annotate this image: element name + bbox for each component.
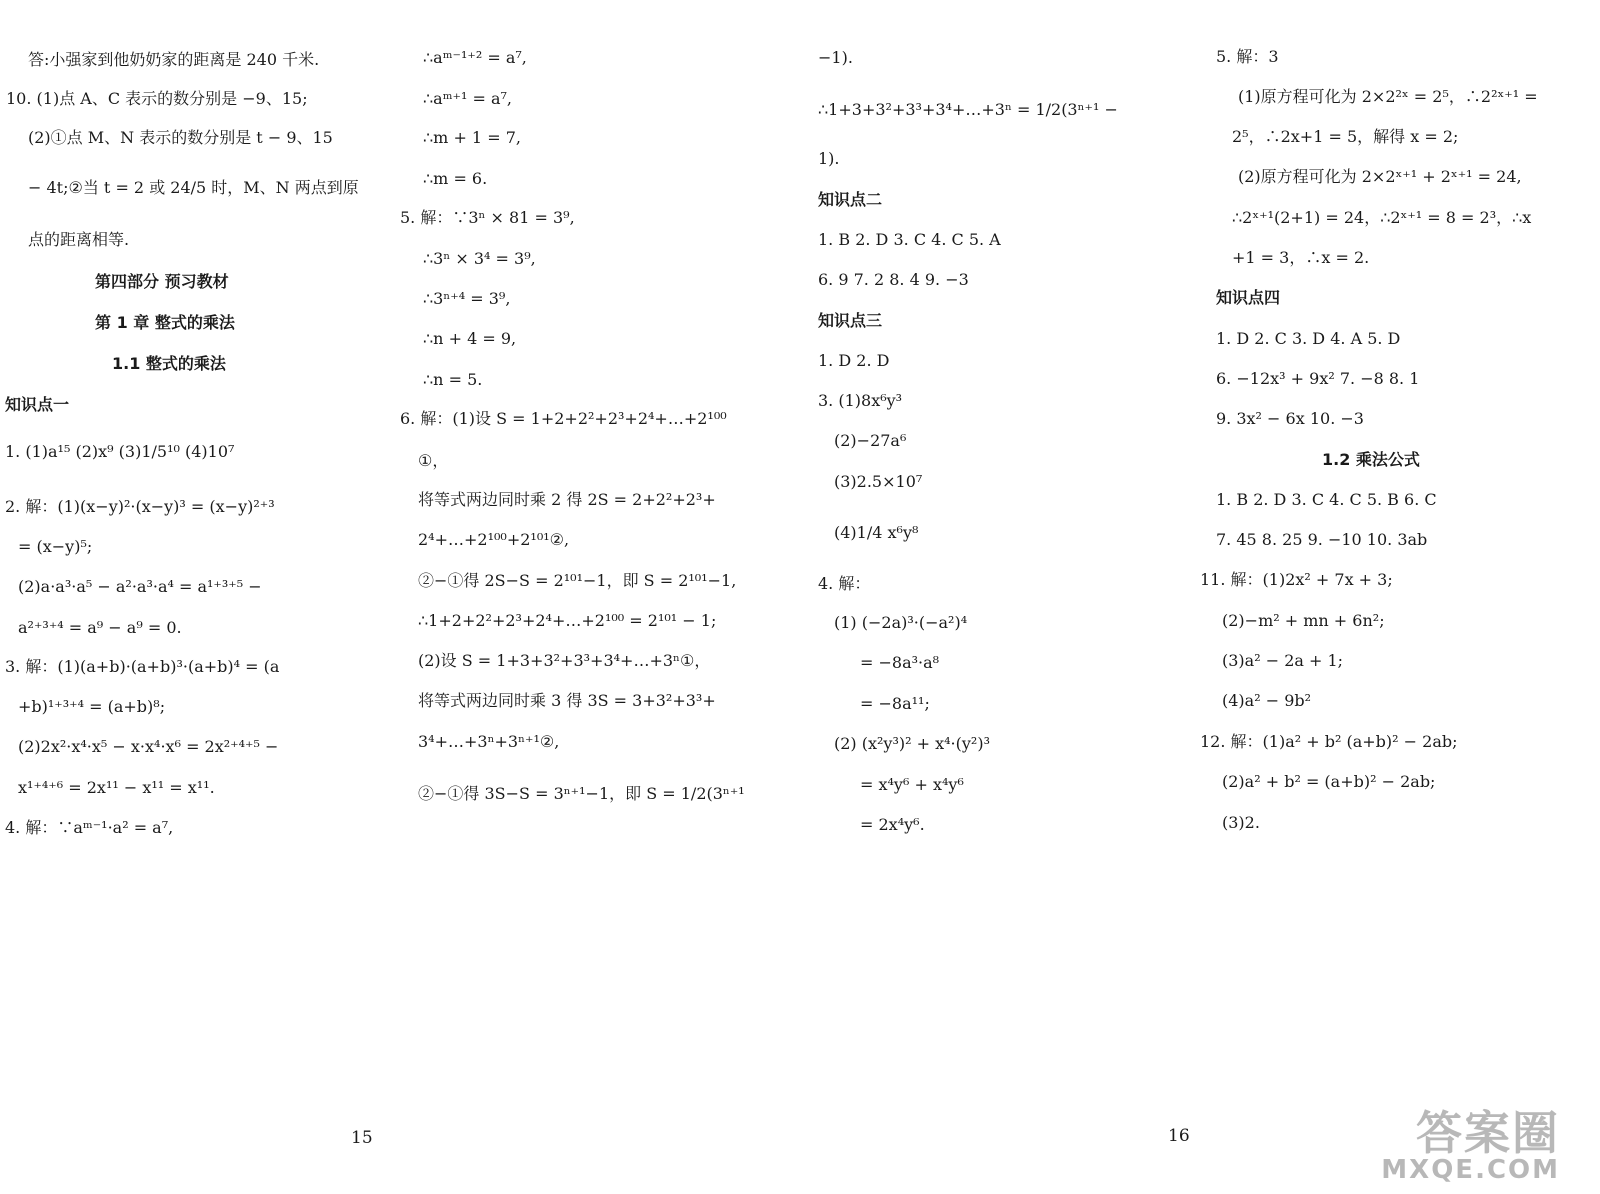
text-line: ∴m = 6. xyxy=(423,169,488,188)
text-line: (2)−m² + mn + 6n²; xyxy=(1222,611,1385,630)
text-line: 答:小强家到他奶奶家的距离是 240 千米. xyxy=(28,50,320,69)
text-line: 3⁴+…+3ⁿ+3ⁿ⁺¹②, xyxy=(418,732,560,751)
text-line: (1) (−2a)³·(−a²)⁴ xyxy=(834,613,968,632)
text-line: = x⁴y⁶ + x⁴y⁶ xyxy=(860,775,964,794)
knowledge-point-heading: 知识点四 xyxy=(1216,288,1281,307)
text-line: − 4t;②当 t = 2 或 24/5 时，M、N 两点到原 xyxy=(28,178,359,197)
text-line: 1. B 2. D 3. C 4. C 5. A xyxy=(818,230,1001,249)
text-line: (2)a·a³·a⁵ − a²·a³·a⁴ = a¹⁺³⁺⁵ − xyxy=(18,577,262,596)
knowledge-point-heading: 知识点一 xyxy=(5,395,70,414)
text-line: (3)2. xyxy=(1222,813,1260,832)
text-line: 5. 解：3 xyxy=(1216,47,1279,66)
watermark-url: MXQE.COM xyxy=(1381,1155,1560,1185)
knowledge-point-heading: 知识点二 xyxy=(818,190,883,209)
text-line: ②−①得 3S−S = 3ⁿ⁺¹−1，即 S = 1/2(3ⁿ⁺¹ xyxy=(418,784,745,803)
text-line: 将等式两边同时乘 3 得 3S = 3+3²+3³+ xyxy=(418,691,716,710)
text-line: 7. 45 8. 25 9. −10 10. 3ab xyxy=(1216,530,1428,549)
text-line: 1. D 2. C 3. D 4. A 5. D xyxy=(1216,329,1401,348)
text-line: 4. 解： xyxy=(818,574,871,593)
page-number-left: 15 xyxy=(351,1128,373,1148)
text-line: 将等式两边同时乘 2 得 2S = 2+2²+2³+ xyxy=(418,490,716,509)
text-line: 3. 解：(1)(a+b)·(a+b)³·(a+b)⁴ = (a xyxy=(5,657,280,676)
text-line: ∴1+3+3²+3³+3⁴+…+3ⁿ = 1/2(3ⁿ⁺¹ − xyxy=(818,100,1118,119)
text-line: 2. 解：(1)(x−y)²·(x−y)³ = (x−y)²⁺³ xyxy=(5,497,275,516)
text-line: ∴n = 5. xyxy=(423,370,483,389)
text-line: 1. (1)a¹⁵ (2)x⁹ (3)1/5¹⁰ (4)10⁷ xyxy=(5,442,235,461)
text-line: ∴n + 4 = 9, xyxy=(423,329,517,348)
text-line: 4. 解：∵aᵐ⁻¹·a² = a⁷, xyxy=(5,818,174,837)
section-heading: 1.1 整式的乘法 xyxy=(112,354,226,373)
text-line: = −8a³·a⁸ xyxy=(860,653,940,672)
text-line: (2)a² + b² = (a+b)² − 2ab; xyxy=(1222,772,1436,791)
watermark-logo-text: 答案圈 xyxy=(1416,1106,1560,1160)
text-line: 5. 解：∵3ⁿ × 81 = 3⁹, xyxy=(400,208,575,227)
text-line: (3)2.5×10⁷ xyxy=(834,472,923,491)
text-line: = −8a¹¹; xyxy=(860,694,930,713)
text-line: 1. D 2. D xyxy=(818,351,890,370)
text-line: (2)−27a⁶ xyxy=(834,431,907,450)
text-line: 6. 9 7. 2 8. 4 9. −3 xyxy=(818,270,969,289)
text-line: +b)¹⁺³⁺⁴ = (a+b)⁸; xyxy=(18,697,166,716)
text-line: 点的距离相等. xyxy=(28,230,130,249)
part-heading: 第四部分 预习教材 xyxy=(95,272,229,291)
text-line: x¹⁺⁴⁺⁶ = 2x¹¹ − x¹¹ = x¹¹. xyxy=(18,778,215,797)
text-line: (2)①点 M、N 表示的数分别是 t − 9、15 xyxy=(28,128,333,147)
text-line: 6. 解：(1)设 S = 1+2+2²+2³+2⁴+…+2¹⁰⁰ xyxy=(400,409,727,428)
text-line: 1. B 2. D 3. C 4. C 5. B 6. C xyxy=(1216,490,1437,509)
section-heading: 1.2 乘法公式 xyxy=(1322,450,1420,469)
text-line: 6. −12x³ + 9x² 7. −8 8. 1 xyxy=(1216,369,1420,388)
text-line: = 2x⁴y⁶. xyxy=(860,815,925,834)
text-line: = (x−y)⁵; xyxy=(18,537,93,556)
text-line: (2)原方程可化为 2×2ˣ⁺¹ + 2ˣ⁺¹ = 24, xyxy=(1238,167,1522,186)
text-line: 2⁴+…+2¹⁰⁰+2¹⁰¹②, xyxy=(418,530,570,549)
text-line: ∴aᵐ⁺¹ = a⁷, xyxy=(423,89,513,108)
text-line: (2)2x²·x⁴·x⁵ − x·x⁴·x⁶ = 2x²⁺⁴⁺⁵ − xyxy=(18,737,279,756)
text-line: (1)原方程可化为 2×2²ˣ = 2⁵，∴2²ˣ⁺¹ = xyxy=(1238,87,1538,106)
text-line: ①， xyxy=(418,451,449,470)
chapter-heading: 第 1 章 整式的乘法 xyxy=(95,313,235,332)
text-line: −1). xyxy=(818,48,853,67)
text-line: ∴2ˣ⁺¹(2+1) = 24，∴2ˣ⁺¹ = 8 = 2³，∴x xyxy=(1232,208,1532,227)
text-line: ∴m + 1 = 7, xyxy=(423,128,521,147)
text-line: (2) (x²y³)² + x⁴·(y²)³ xyxy=(834,734,990,753)
text-line: 2⁵，∴2x+1 = 5，解得 x = 2; xyxy=(1232,127,1459,146)
text-line: 1). xyxy=(818,149,840,168)
text-line: +1 = 3，∴x = 2. xyxy=(1232,248,1370,267)
text-line: ②−①得 2S−S = 2¹⁰¹−1，即 S = 2¹⁰¹−1, xyxy=(418,571,737,590)
watermark xyxy=(1381,1106,1560,1185)
text-line: ∴3ⁿ⁺⁴ = 3⁹, xyxy=(423,289,511,308)
text-line: 3. (1)8x⁶y³ xyxy=(818,391,903,410)
text-line: (3)a² − 2a + 1; xyxy=(1222,651,1344,670)
text-line: ∴1+2+2²+2³+2⁴+…+2¹⁰⁰ = 2¹⁰¹ − 1; xyxy=(418,611,717,630)
text-line: (4)1/4 x⁶y⁸ xyxy=(834,523,919,542)
text-line: 12. 解：(1)a² + b² (a+b)² − 2ab; xyxy=(1200,732,1458,751)
text-line: 11. 解：(1)2x² + 7x + 3; xyxy=(1200,570,1393,589)
text-line: 9. 3x² − 6x 10. −3 xyxy=(1216,409,1364,428)
text-line: ∴3ⁿ × 3⁴ = 3⁹, xyxy=(423,249,536,268)
text-line: (4)a² − 9b² xyxy=(1222,691,1312,710)
text-line: (2)设 S = 1+3+3²+3³+3⁴+…+3ⁿ①， xyxy=(418,651,711,670)
text-line: 10. (1)点 A、C 表示的数分别是 −9、15; xyxy=(6,89,308,108)
page-number-right: 16 xyxy=(1168,1126,1190,1146)
text-line: a²⁺³⁺⁴ = a⁹ − a⁹ = 0. xyxy=(18,618,182,637)
knowledge-point-heading: 知识点三 xyxy=(818,311,883,330)
text-line: ∴aᵐ⁻¹⁺² = a⁷, xyxy=(423,48,527,67)
